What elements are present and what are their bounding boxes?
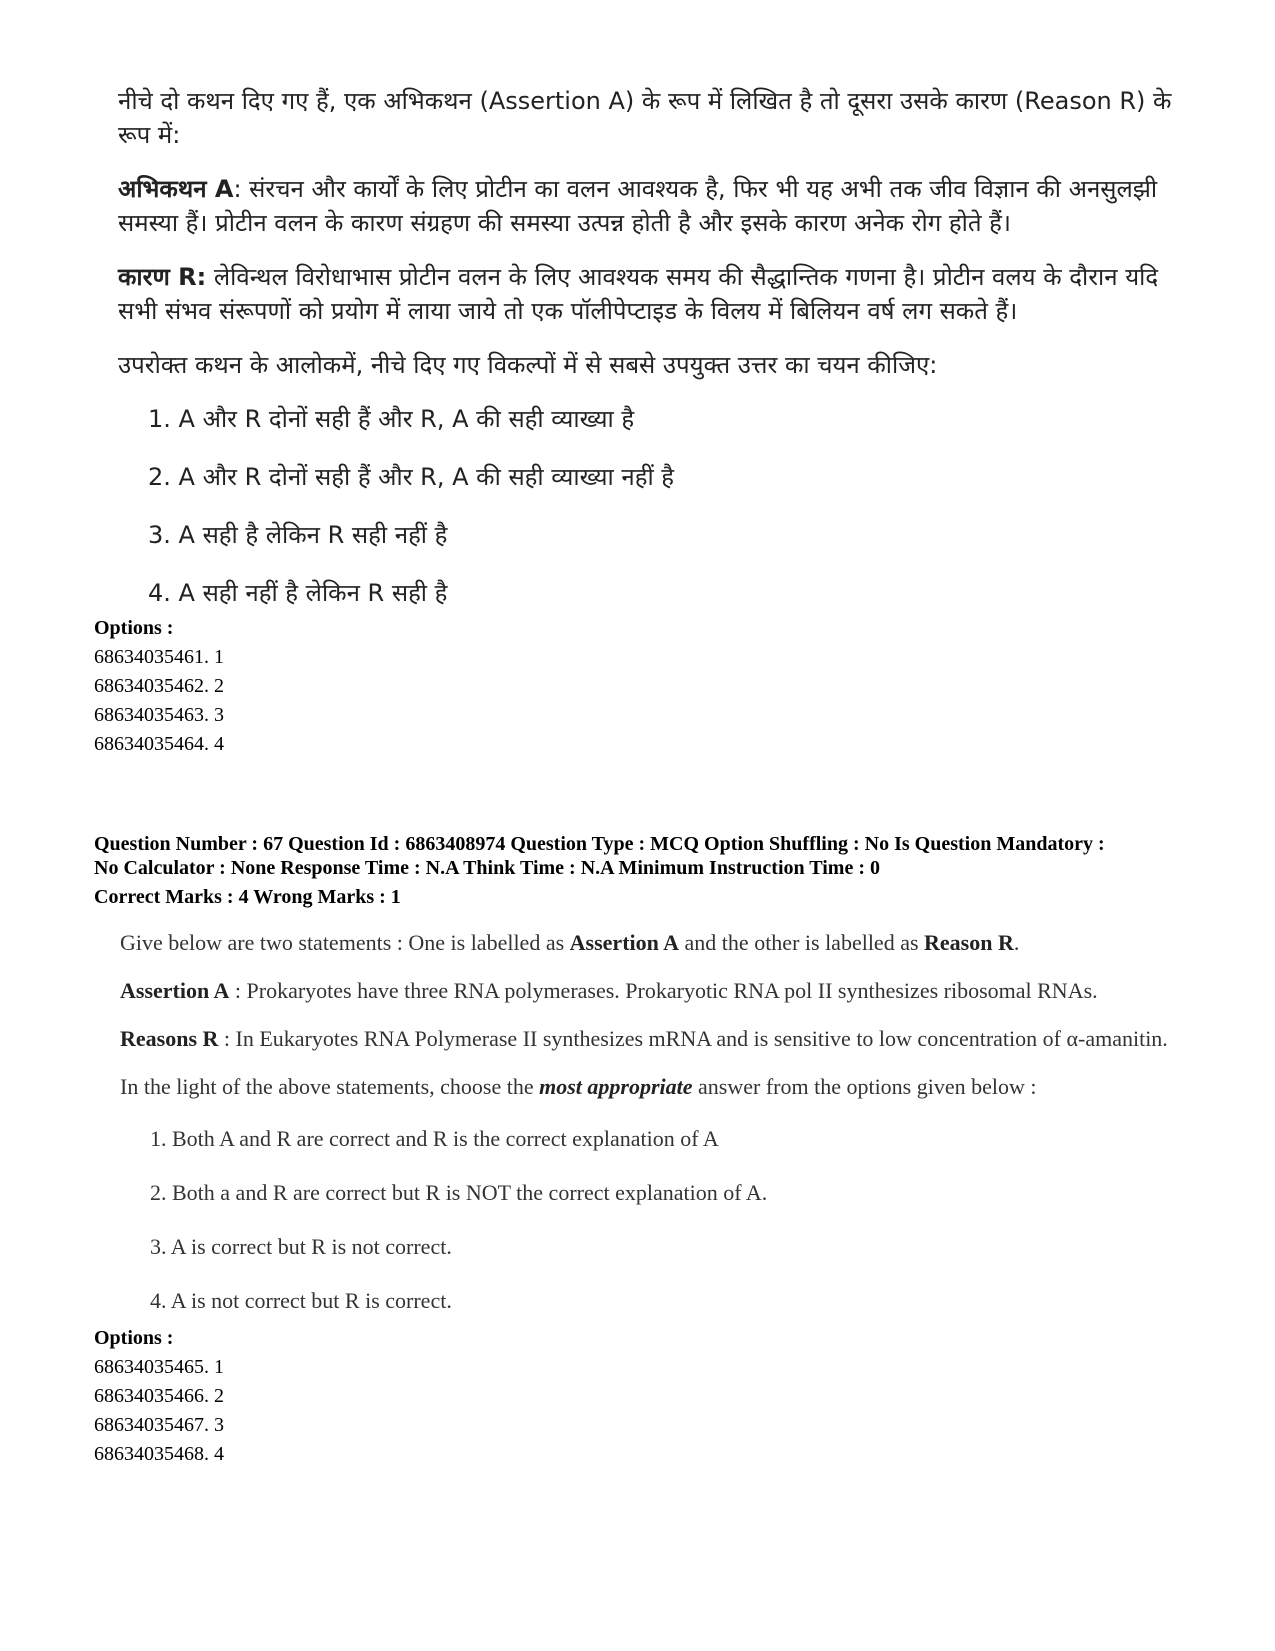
q67-option-3: 68634035467. 3 xyxy=(94,1414,224,1436)
q66-assertion xyxy=(118,172,1178,240)
q66-choice-list xyxy=(148,402,1178,634)
q66-option-1: 68634035461. 1 xyxy=(94,646,224,668)
q67-intro-reason: Reason R xyxy=(924,930,1014,955)
q67-option-1: 68634035465. 1 xyxy=(94,1356,224,1378)
q67-intro-text: Give below are two statements : One is labelled as xyxy=(120,930,570,955)
q66-instruction: उपरोक्त कथन के आलोकमें, नीचे दिए गए विकल्पों में से सबसे उपयुक्त उत्तर का चयन कीजिए: xyxy=(118,351,938,379)
q67-meta xyxy=(94,832,1204,909)
q66-choice-2: 2. A और R दोनों सही हैं और R, A की सही व्याख्या नहीं है xyxy=(148,463,675,491)
q66-choice-4: 4. A सही नहीं है लेकिन R सही है xyxy=(148,579,448,607)
q67-intro xyxy=(120,928,1200,958)
q67-assertion xyxy=(120,976,1200,1006)
q67-meta-line2: No Calculator : None Response Time : N.A Think Time : N.A Minimum Instruction Time : 0 xyxy=(94,857,880,879)
q67-choice-2: 2. Both a and R are correct but R is NOT the correct explanation of A. xyxy=(150,1180,768,1205)
q66-assertion-label: अभिकथन A xyxy=(118,175,234,203)
q67-option-2: 68634035466. 2 xyxy=(94,1385,224,1407)
q67-choice-list xyxy=(150,1124,1200,1340)
q66-reason-label: कारण R: xyxy=(118,263,207,291)
q67-intro-assertion: Assertion A xyxy=(569,930,680,955)
q66-option-4: 68634035464. 4 xyxy=(94,733,224,755)
q67-choice-4: 4. A is not correct but R is correct. xyxy=(150,1288,452,1313)
q67-intro-mid: and the other is labelled as xyxy=(679,930,925,955)
q66-reason-text: लेविन्थल विरोधाभास प्रोटीन वलन के लिए आवश्यक समय की सैद्धान्तिक गणना है। प्रोटीन वलय के दौरान यदि सभी संभव संरूपणों को प्रयोग में लाया जाये तो एक पॉलीपेप्टाइड के विलय में बिलियन वर्ष लग सकते हैं। xyxy=(118,263,1159,325)
q66-option-3: 68634035463. 3 xyxy=(94,704,224,726)
q67-assertion-label: Assertion A xyxy=(120,978,230,1003)
q67-choice-1: 1. Both A and R are correct and R is the correct explanation of A xyxy=(150,1126,719,1151)
q66-options xyxy=(94,614,224,759)
q66-choice-3: 3. A सही है लेकिन R सही नहीं है xyxy=(148,521,448,549)
question-67-content xyxy=(120,928,1200,1340)
q67-meta-line1: Question Number : 67 Question Id : 6863408974 Question Type : MCQ Option Shuffling : No Is Question Mandatory : xyxy=(94,833,1105,855)
q67-options-label: Options : xyxy=(94,1327,174,1349)
q67-reason-text: : In Eukaryotes RNA Polymerase II synthesizes mRNA and is sensitive to low concentration of α-amanitin. xyxy=(218,1026,1168,1051)
q67-instruction-end: answer from the options given below : xyxy=(692,1074,1037,1099)
q66-choice-1: 1. A और R दोनों सही हैं और R, A की सही व्याख्या है xyxy=(148,405,635,433)
q67-choice-3: 3. A is correct but R is not correct. xyxy=(150,1234,452,1259)
q67-instruction-emphasis: most appropriate xyxy=(539,1074,693,1099)
q67-marks: Correct Marks : 4 Wrong Marks : 1 xyxy=(94,886,401,908)
q67-instruction-text: In the light of the above statements, choose the xyxy=(120,1074,540,1099)
q66-options-label: Options : xyxy=(94,617,174,639)
q66-assertion-text: : संरचन और कार्यों के लिए प्रोटीन का वलन आवश्यक है, फिर भी यह अभी तक जीव विज्ञान की अनसुलझी समस्या हैं। प्रोटीन वलन के कारण संग्रहण की समस्या उत्पन्न होती है और इसके कारण अनेक रोग होते हैं। xyxy=(118,175,1158,237)
q67-reason xyxy=(120,1024,1200,1054)
q67-intro-end: . xyxy=(1013,930,1020,955)
question-66-content xyxy=(118,84,1178,634)
q67-assertion-text: : Prokaryotes have three RNA polymerases. Prokaryotic RNA pol II synthesizes ribosomal RNAs. xyxy=(229,978,1098,1003)
q67-reason-label: Reasons R xyxy=(120,1026,219,1051)
q67-option-4: 68634035468. 4 xyxy=(94,1443,224,1465)
q67-options xyxy=(94,1324,224,1469)
q66-intro: नीचे दो कथन दिए गए हैं, एक अभिकथन (Assertion A) के रूप में लिखित है तो दूसरा उसके कारण (Reason R) के रूप में: xyxy=(118,87,1172,149)
q66-option-2: 68634035462. 2 xyxy=(94,675,224,697)
q67-instruction xyxy=(120,1072,1200,1102)
q66-reason xyxy=(118,260,1178,328)
